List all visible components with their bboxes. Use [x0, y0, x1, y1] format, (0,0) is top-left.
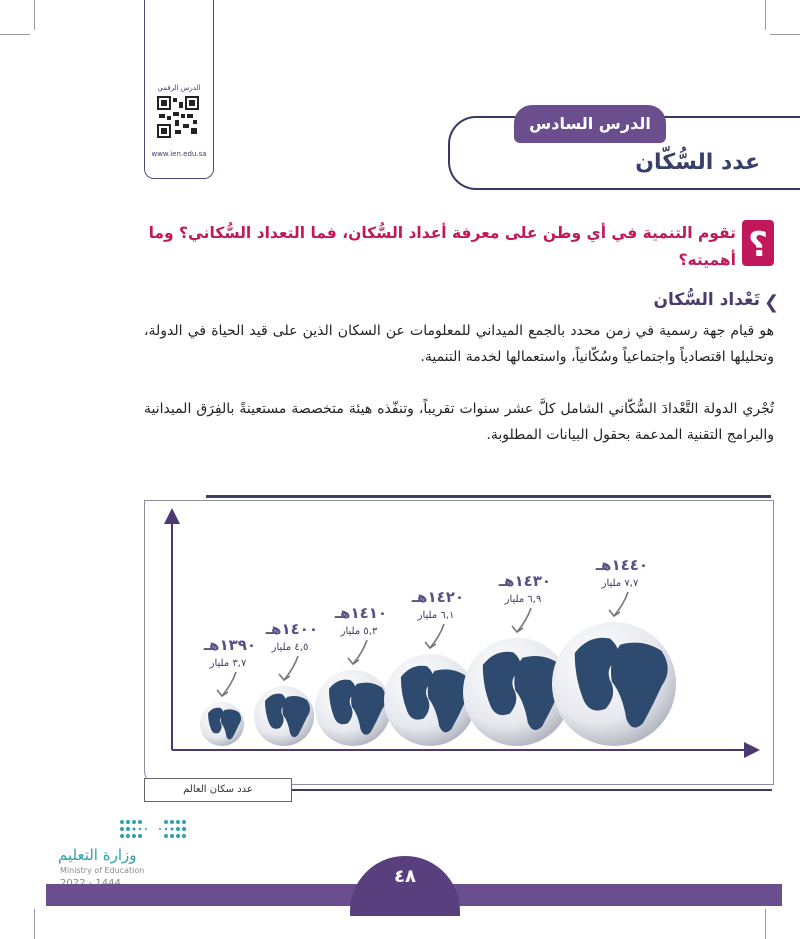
qr-code-icon[interactable]: [157, 96, 199, 138]
digital-lesson-label: الدرس الرقمي: [157, 84, 201, 92]
lesson-title: عدد السُّكّان: [635, 150, 760, 175]
population-label: ٧,٧ مليار: [601, 578, 639, 589]
page-number: ٤٨: [394, 866, 416, 887]
section-heading: تَعْداد السُّكان: [653, 290, 760, 310]
year-label: ١٤٢٠هـ: [411, 588, 465, 606]
world-population-chart: [144, 500, 772, 783]
crop-mark: [765, 909, 766, 939]
ministry-name-english: Ministry of Education: [60, 866, 145, 875]
arrow-icon: [512, 608, 531, 632]
globe-mark: [384, 654, 476, 746]
arrow-icon: [609, 592, 628, 616]
figure-top-bar: [206, 495, 771, 498]
crop-mark: [34, 909, 35, 939]
year-label: ١٤٤٠هـ: [595, 556, 649, 574]
digital-lesson-url[interactable]: www.ien.edu.sa: [151, 150, 207, 158]
year-label: ١٤١٠هـ: [334, 604, 388, 622]
population-label: ٦,١ مليار: [417, 610, 455, 621]
lesson-number-tab: الدرس السادس: [514, 105, 666, 143]
crop-mark: [34, 0, 35, 30]
definition-paragraph: هو قيام جهة رسمية في زمن محدد بالجمع الميداني للمعلومات عن السكان الذين على قيد الحياة في الدولة، وتحليلها اقتصادياً واجتماعياً وسُكّانياً، واستعمالها لخدمة التنمية.: [144, 323, 774, 365]
svg-text:؟: ؟: [748, 225, 768, 265]
crop-mark: [0, 34, 30, 35]
ministry-logo-icon: [118, 818, 188, 840]
arrow-icon: [217, 672, 236, 696]
population-label: ٤,٥ مليار: [271, 642, 309, 653]
globe-mark: [254, 686, 314, 746]
figure-caption: عدد سكان العالم: [144, 778, 292, 802]
population-label: ٥,٣ مليار: [340, 626, 378, 637]
question-text: تقوم التنمية في أي وطن على معرفة أعداد السُّكان، فما التعداد السُّكاني؟ وما أهميته؟: [148, 224, 736, 269]
year-label: ١٣٩٠هـ: [203, 636, 257, 654]
year-label: ١٤٣٠هـ: [498, 572, 552, 590]
globe-mark: [200, 702, 244, 746]
year-label: ١٤٠٠هـ: [265, 620, 319, 638]
question-mark-icon: [740, 218, 776, 268]
arrow-icon: [425, 624, 444, 648]
population-label: ٣,٧ مليار: [209, 658, 247, 669]
ministry-name-arabic: وزارة التعليم: [58, 846, 137, 864]
crop-mark: [765, 0, 766, 30]
census-paragraph: تُجْري الدولة التَّعْدادَ السُّكّاني الشامل كلَّ عشر سنوات تقريباً، وتنفّذه هيئة متخصصة مستعينةً بالفِرَق الميدانية والبرامج التقنية المدعمة بحقول البيانات المطلوبة.: [144, 401, 774, 443]
globe-mark: [552, 622, 676, 746]
digital-lesson-card[interactable]: [144, 0, 214, 179]
chevron-left-icon: ❮: [764, 292, 780, 313]
arrow-icon: [279, 656, 298, 680]
arrow-icon: [348, 640, 367, 664]
crop-mark: [770, 34, 800, 35]
caption-line: [290, 789, 772, 791]
population-label: ٦,٩ مليار: [504, 594, 542, 605]
globe-mark: [315, 670, 391, 746]
